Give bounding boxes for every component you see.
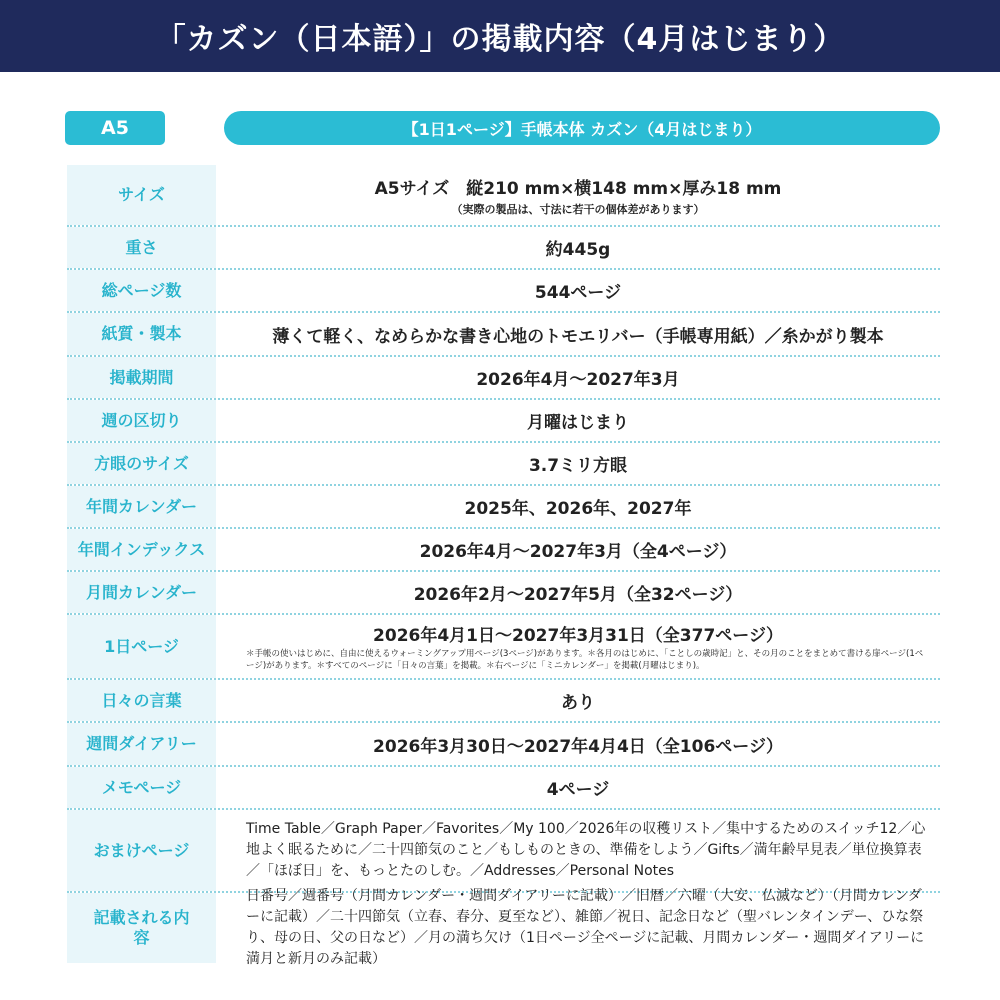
table-row: [67, 680, 940, 723]
table-row: [67, 165, 940, 227]
row-value: 月曜はじまり: [527, 413, 629, 433]
row-value: 2026年4月～2027年3月（全4ページ）: [419, 542, 737, 562]
row-label: 週の区切り: [67, 400, 216, 441]
table-row: [67, 227, 940, 270]
row-value: 2026年4月～2027年3月: [476, 370, 680, 390]
page-title: 「カズン（日本語）」の掲載内容（4月はじまり）: [0, 0, 1000, 72]
table-row: [67, 810, 940, 893]
table-row: [67, 723, 940, 767]
table-row: [67, 529, 940, 572]
row-value: 3.7ミリ方眼: [528, 456, 628, 476]
row-value: あり: [561, 693, 595, 713]
row-label: 週間ダイアリー: [67, 723, 216, 765]
row-value: 544ページ: [534, 283, 622, 303]
row-label: 年間インデックス: [67, 529, 216, 570]
size-tag: A5: [65, 111, 165, 145]
row-label: 年間カレンダー: [67, 486, 216, 527]
row-label: おまけページ: [67, 810, 216, 891]
row-value: Time Table／Graph Paper／Favorites／My 100／2026年の収穫リスト／集中するためのスイッチ12／心地よく眠るために／二十四節気のこと／もしものときの、準備をしよう／Gifts／満年齢早見表／単位換算表／「ほぼ日」を、もっとたのしむ。／Addresses／Personal Notes: [246, 821, 926, 879]
row-value: 2025年、2026年、2027年: [464, 499, 692, 519]
table-row: [67, 888, 940, 967]
table-row: [67, 270, 940, 313]
row-label: 日々の言葉: [67, 680, 216, 721]
table-row: [67, 486, 940, 529]
row-label: サイズ: [67, 165, 216, 225]
row-label: メモページ: [67, 767, 216, 808]
table-row: [67, 313, 940, 357]
row-label: 総ページ数: [67, 270, 216, 311]
row-value: 2026年4月1日～2027年3月31日（全377ページ）: [373, 625, 783, 646]
row-value: 4ページ: [546, 780, 610, 800]
table-row: [67, 615, 940, 680]
row-value: 約445g: [545, 240, 611, 260]
row-label: 1日ページ: [67, 615, 216, 678]
product-tag: 【1日1ページ】手帳本体 カズン（4月はじまり）: [224, 111, 940, 145]
row-value: 2026年3月30日～2027年4月4日（全106ページ）: [373, 736, 783, 757]
table-row: [67, 400, 940, 443]
table-row: [67, 357, 940, 400]
row-value: 2026年2月～2027年5月（全32ページ）: [413, 585, 743, 605]
row-label: 重さ: [67, 227, 216, 268]
row-label: 掲載期間: [67, 357, 216, 398]
row-value: A5サイズ 縦210 mm×横148 mm×厚み18 mm: [374, 178, 782, 199]
row-note: （実際の製品は、寸法に若干の個体差があります）: [451, 202, 705, 216]
table-row: [67, 443, 940, 486]
row-label: 紙質・製本: [67, 313, 216, 355]
row-value: 日番号／週番号（月間カレンダー・週間ダイアリーに記載）／旧暦／六曜（大安、仏滅など）（月間カレンダーに記載）／二十四節気（立春、春分、夏至など）、雑節／祝日、記念日など（聖バレンタインデー、ひな祭り、母の日、父の日など）／月の満ち欠け（1日ページ全ページに記載、月間カレンダー・週間ダイアリーに満月と新月のみ記載）: [246, 888, 925, 967]
row-label: 月間カレンダー: [67, 572, 216, 613]
row-label: 方眼のサイズ: [67, 443, 216, 484]
spec-table: [67, 165, 940, 967]
row-footnote: ＊手帳の使いはじめに、自由に使えるウォーミングアップ用ページ(3ページ)があります。＊各月のはじめに、「ことしの歳時記」と、その月のことをまとめて書ける扉ページ(1ページ)があります。＊すべてのページに「日々の言葉」を掲載。＊右ページに「ミニカレンダー」を掲載(月曜はじまり)。: [246, 648, 924, 671]
table-row: [67, 572, 940, 615]
row-label: 記載される内容: [67, 893, 216, 963]
row-value: 薄くて軽く、なめらかな書き心地のトモエリバー（手帳専用紙）／糸かがり製本: [272, 326, 884, 347]
table-row: [67, 767, 940, 810]
